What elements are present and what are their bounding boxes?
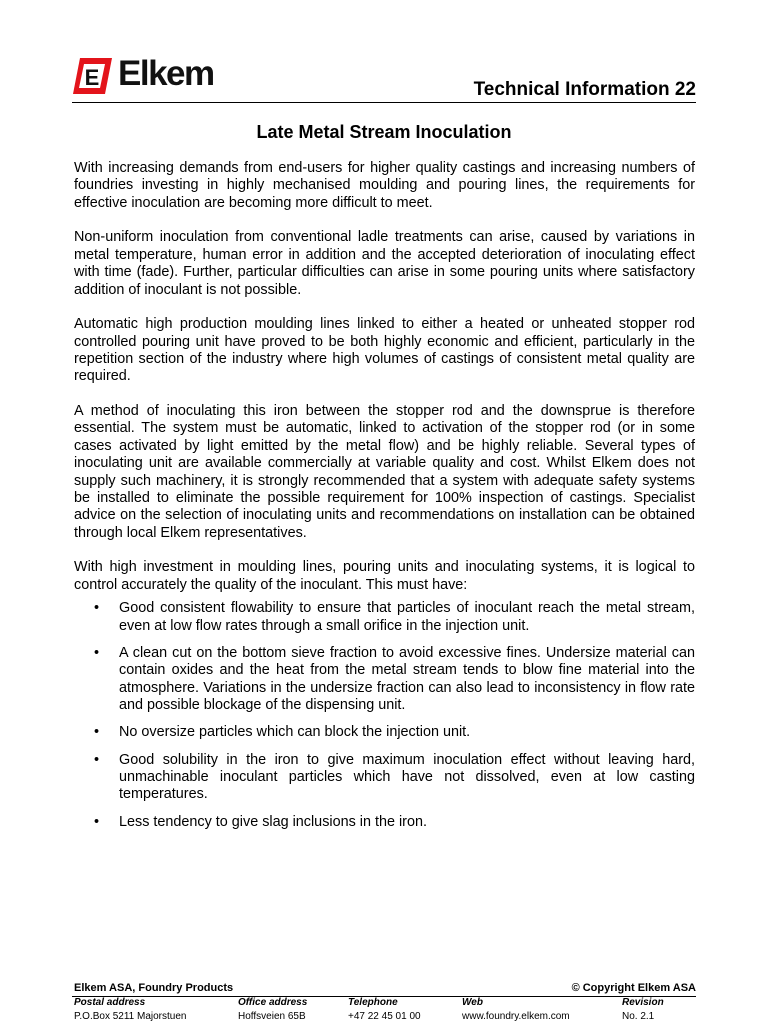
paragraph-4: A method of inoculating this iron between the stopper rod and the downsprue is therefore essential. The system must be automatic, linked to activation of the stopper rod (or in some cases activated by light emitted by the metal flow) and be highly reliable. Several types of inoculating unit are available commercially at variable quality and cost. Whilst Elkem does not supply such machinery, it is strongly recommended that a system with adequate safety systems be installed to eliminate the possible requirement for 100% inspection of castings. Specialist advice on the selection of inoculating units and recommendations on installation can be obtained through local Elkem representatives. xyxy=(74,403,695,541)
list-item xyxy=(74,645,695,715)
header-divider xyxy=(72,102,696,103)
logo-mark-letter: E xyxy=(84,65,100,90)
bullet-icon: • xyxy=(94,813,100,830)
footer-web xyxy=(462,997,570,1023)
paragraph-2: Non-uniform inoculation from conventional ladle treatments can arise, caused by variations in metal temperature, human error in addition and the accepted deterioration of inoculating effect with time (fade). Further, particular difficulties can arise in some pouring units where satisfactory addition of inoculant is not possible. xyxy=(74,229,695,298)
bullet-icon: • xyxy=(94,600,100,617)
list-item xyxy=(74,752,695,804)
list-item xyxy=(74,814,695,831)
requirements-list xyxy=(74,600,695,831)
footer-copyright: © Copyright Elkem ASA xyxy=(571,982,696,994)
list-item-text: No oversize particles which can block the injection unit. xyxy=(119,724,471,741)
list-item-text: A clean cut on the bottom sieve fraction to avoid excessive fines. Undersize material can contain oxides and the heat from the metal stream tends to blow fine material into the atmosphere. Variations in the undersize fraction can also lead to inconsistency in flow rate and possible blockage of the dispensing unit. xyxy=(119,644,695,714)
paragraph-1: With increasing demands from end-users for higher quality castings and increasing numbers of foundries investing in highly mechanised moulding and pouring lines, the requirements for effective inoculation are becoming more difficult to meet. xyxy=(74,160,695,211)
footer-office-label: Office address xyxy=(238,997,308,1008)
bullet-icon: • xyxy=(94,751,100,768)
list-item xyxy=(74,600,695,635)
footer-office-value: Hoffsveien 65B xyxy=(238,1011,306,1022)
list-item-text: Good consistent flowability to ensure that particles of inoculant reach the metal stream, even at low flow rates through a small orifice in the injection unit. xyxy=(119,600,695,634)
footer-office xyxy=(238,997,307,1023)
document-title: Technical Information 22 xyxy=(473,79,696,100)
bullet-icon: • xyxy=(94,644,100,661)
footer-revision xyxy=(622,997,664,1023)
paragraph-3: Automatic high production moulding lines linked to either a heated or unheated stopper rod controlled pouring unit have proved to be both highly economic and efficient, particularly in the repetition section of the industry where high volumes of castings of consistent metal quality are required. xyxy=(74,316,695,385)
elkem-logo-mark-icon xyxy=(72,56,114,96)
page-title: Late Metal Stream Inoculation xyxy=(256,122,512,142)
footer-postal-label: Postal address xyxy=(74,997,146,1008)
footer-telephone-value: +47 22 45 01 00 xyxy=(348,1011,421,1022)
footer-telephone xyxy=(348,997,421,1023)
footer-revision-value: No. 2.1 xyxy=(622,1011,655,1022)
logo-wordmark: Elkem xyxy=(118,54,214,93)
footer-postal xyxy=(74,997,186,1023)
footer-postal-value: P.O.Box 5211 Majorstuen xyxy=(74,1011,187,1022)
bullet-icon: • xyxy=(94,724,100,741)
footer-web-link[interactable]: www.foundry.elkem.com xyxy=(462,1011,570,1022)
footer-telephone-label: Telephone xyxy=(348,997,398,1008)
footer-revision-label: Revision xyxy=(622,997,664,1008)
footer-web-label: Web xyxy=(462,997,483,1008)
footer-company: Elkem ASA, Foundry Products xyxy=(74,982,234,994)
list-item-text: Less tendency to give slag inclusions in the iron. xyxy=(119,813,427,830)
elkem-logo xyxy=(72,56,238,96)
list-item-text: Good solubility in the iron to give maximum inoculation effect without leaving hard, unmachinable inoculant particles which have not dissolved, even at low casting temperatures. xyxy=(119,751,695,803)
document-body xyxy=(74,160,695,841)
paragraph-5: With high investment in moulding lines, pouring units and inoculating systems, it is logical to control accurately the quality of the inoculant. This must have: xyxy=(74,559,695,593)
list-item xyxy=(74,724,695,741)
